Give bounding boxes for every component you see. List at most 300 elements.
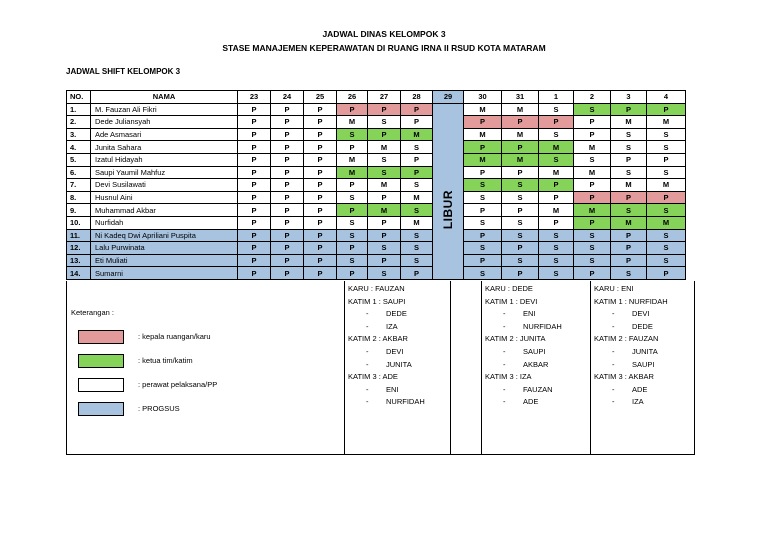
shift-cell: P <box>238 103 271 116</box>
header-day: 24 <box>271 91 304 104</box>
shift-cell: M <box>368 204 401 217</box>
member-name: DEVI <box>386 346 404 356</box>
shift-cell: S <box>539 254 574 267</box>
shift-cell: P <box>238 179 271 192</box>
shift-schedule-table <box>66 90 686 280</box>
shift-cell: P <box>401 116 433 129</box>
shift-cell: P <box>271 103 304 116</box>
shift-cell: M <box>539 166 574 179</box>
dash-marker: - <box>366 309 369 319</box>
table-row <box>67 179 686 192</box>
shift-cell: M <box>647 216 686 229</box>
shift-cell: S <box>539 242 574 255</box>
shift-cell: M <box>368 179 401 192</box>
table-row <box>67 229 686 242</box>
member-name: ENI <box>523 309 536 319</box>
row-number: 7. <box>67 179 91 192</box>
katim-label: KATIM 2 : JUNITA <box>485 334 546 344</box>
dash-marker: - <box>366 397 369 407</box>
header-day: 25 <box>304 91 337 104</box>
shift-cell: S <box>502 179 539 192</box>
shift-cell: P <box>611 153 647 166</box>
shift-cell: S <box>337 191 368 204</box>
shift-cell: P <box>574 191 611 204</box>
nurse-name: Husnul Aini <box>91 191 238 204</box>
table-row <box>67 204 686 217</box>
shift-cell: S <box>611 128 647 141</box>
shift-cell: M <box>401 128 433 141</box>
shift-cell: P <box>368 216 401 229</box>
nurse-name: Saupi Yaumil Mahfuz <box>91 166 238 179</box>
shift-cell: M <box>502 103 539 116</box>
shift-cell: P <box>304 128 337 141</box>
team-member <box>485 321 562 334</box>
row-number: 1. <box>67 103 91 116</box>
shift-cell: P <box>502 267 539 280</box>
shift-cell: M <box>337 116 368 129</box>
shift-cell: S <box>647 166 686 179</box>
katim-label: KATIM 1 : NURFIDAH <box>594 296 668 306</box>
katim-label: KATIM 2 : AKBAR <box>348 334 408 344</box>
team-member <box>485 396 562 409</box>
shift-cell: S <box>337 229 368 242</box>
shift-cell: S <box>611 141 647 154</box>
dash-marker: - <box>366 384 369 394</box>
member-name: NURFIDAH <box>386 397 425 407</box>
table-row <box>67 242 686 255</box>
libur-label: LIBUR <box>440 190 455 230</box>
libur-column <box>433 103 464 279</box>
shift-cell: M <box>574 204 611 217</box>
shift-cell: S <box>502 254 539 267</box>
shift-cell: P <box>502 166 539 179</box>
shift-cell: P <box>271 254 304 267</box>
shift-cell: P <box>464 141 502 154</box>
shift-cell: M <box>401 191 433 204</box>
shift-cell: P <box>337 141 368 154</box>
shift-cell: S <box>401 242 433 255</box>
shift-cell: P <box>464 116 502 129</box>
shift-cell: P <box>271 191 304 204</box>
shift-cell: P <box>337 179 368 192</box>
table-row <box>67 166 686 179</box>
nurse-name: Eti Muliati <box>91 254 238 267</box>
table-row <box>67 116 686 129</box>
shift-cell: S <box>539 229 574 242</box>
member-name: SAUPI <box>523 346 546 356</box>
shift-cell: P <box>464 254 502 267</box>
document-title: JADWAL DINAS KELOMPOK 3 <box>322 29 446 39</box>
shift-cell: P <box>304 153 337 166</box>
dash-marker: - <box>612 321 615 331</box>
shift-cell: S <box>574 153 611 166</box>
shift-cell: P <box>337 103 368 116</box>
member-name: IZA <box>386 321 398 331</box>
shift-cell: P <box>574 216 611 229</box>
shift-cell: P <box>271 179 304 192</box>
member-name: JUNITA <box>386 359 412 369</box>
row-number: 6. <box>67 166 91 179</box>
shift-cell: S <box>401 229 433 242</box>
team-member <box>594 321 668 334</box>
shift-cell: P <box>271 128 304 141</box>
shift-cell: P <box>611 191 647 204</box>
nurse-name: Dede Juliansyah <box>91 116 238 129</box>
row-number: 10. <box>67 216 91 229</box>
table-row <box>67 267 686 280</box>
shift-cell: P <box>304 254 337 267</box>
shift-cell: P <box>611 229 647 242</box>
dash-marker: - <box>503 384 506 394</box>
header-day: 1 <box>539 91 574 104</box>
shift-cell: P <box>647 267 686 280</box>
team-member <box>594 359 668 372</box>
row-number: 8. <box>67 191 91 204</box>
shift-cell: P <box>368 229 401 242</box>
team-member <box>348 321 425 334</box>
shift-cell: S <box>647 128 686 141</box>
team-member <box>594 396 668 409</box>
shift-cell: P <box>238 242 271 255</box>
team-block-1 <box>348 283 425 409</box>
row-number: 2. <box>67 116 91 129</box>
nurse-name: Muhammad Akbar <box>91 204 238 217</box>
dash-marker: - <box>612 397 615 407</box>
row-number: 4. <box>67 141 91 154</box>
shift-cell: P <box>464 166 502 179</box>
legend-swatch-kepala <box>78 330 124 344</box>
shift-cell: P <box>539 116 574 129</box>
legend-title: Keterangan : <box>71 308 114 317</box>
team-member <box>348 346 425 359</box>
shift-cell: P <box>304 166 337 179</box>
team-member <box>485 308 562 321</box>
shift-cell: P <box>647 191 686 204</box>
shift-cell: M <box>574 166 611 179</box>
shift-cell: S <box>401 141 433 154</box>
legend-label-pp: : perawat pelaksana/PP <box>138 380 218 389</box>
row-number: 9. <box>67 204 91 217</box>
shift-cell: S <box>464 242 502 255</box>
team-member <box>348 396 425 409</box>
shift-cell: S <box>368 166 401 179</box>
dash-marker: - <box>503 309 506 319</box>
shift-cell: S <box>647 229 686 242</box>
dash-marker: - <box>503 346 506 356</box>
katim-label: KATIM 1 : SAUPI <box>348 296 406 306</box>
team-member <box>485 384 562 397</box>
member-name: FAUZAN <box>523 384 553 394</box>
header-row <box>67 91 686 104</box>
header-day: 31 <box>502 91 539 104</box>
team-assignment-section <box>66 281 695 455</box>
table-row <box>67 216 686 229</box>
table-row <box>67 153 686 166</box>
header-nama: NAMA <box>91 91 238 104</box>
legend-label-progsus: : PROGSUS <box>138 404 180 413</box>
shift-cell: P <box>502 242 539 255</box>
karu-label: KARU : ENI <box>594 284 634 293</box>
katim-label: KATIM 2 : FAUZAN <box>594 334 659 344</box>
shift-cell: M <box>502 128 539 141</box>
shift-cell: P <box>238 166 271 179</box>
table-row <box>67 128 686 141</box>
nurse-name: Devi Susilawati <box>91 179 238 192</box>
shift-cell: P <box>611 254 647 267</box>
shift-cell: P <box>464 204 502 217</box>
shift-cell: S <box>337 216 368 229</box>
dash-marker: - <box>366 359 369 369</box>
shift-cell: M <box>611 216 647 229</box>
header-day: 23 <box>238 91 271 104</box>
member-name: DEVI <box>632 309 650 319</box>
shift-cell: S <box>647 141 686 154</box>
dash-marker: - <box>503 359 506 369</box>
legend-swatch-pp <box>78 378 124 392</box>
shift-cell: M <box>337 153 368 166</box>
shift-cell: S <box>464 267 502 280</box>
row-number: 5. <box>67 153 91 166</box>
legend-swatch-katim <box>78 354 124 368</box>
member-name: AKBAR <box>523 359 549 369</box>
table-row <box>67 103 686 116</box>
katim-label: KATIM 3 : AKBAR <box>594 372 654 382</box>
shift-cell: M <box>611 116 647 129</box>
shift-cell: P <box>337 267 368 280</box>
shift-cell: M <box>337 166 368 179</box>
shift-cell: P <box>238 191 271 204</box>
katim-label: KATIM 3 : ADE <box>348 372 398 382</box>
shift-cell: P <box>574 116 611 129</box>
shift-cell: P <box>539 216 574 229</box>
shift-cell: S <box>401 254 433 267</box>
shift-cell: M <box>539 204 574 217</box>
row-number: 3. <box>67 128 91 141</box>
team-member <box>348 308 425 321</box>
shift-cell: S <box>647 242 686 255</box>
shift-cell: P <box>368 191 401 204</box>
shift-cell: S <box>574 242 611 255</box>
nurse-name: Ade Asmasari <box>91 128 238 141</box>
katim-label: KATIM 1 : DEVI <box>485 296 538 306</box>
shift-cell: S <box>574 103 611 116</box>
member-name: DEDE <box>632 321 653 331</box>
shift-cell: P <box>304 179 337 192</box>
shift-cell: S <box>647 254 686 267</box>
shift-cell: S <box>401 204 433 217</box>
team-member <box>594 308 668 321</box>
nurse-name: Nurfidah <box>91 216 238 229</box>
shift-cell: P <box>238 153 271 166</box>
dash-marker: - <box>366 321 369 331</box>
nurse-name: M. Fauzan Ali Fikri <box>91 103 238 116</box>
shift-cell: P <box>574 267 611 280</box>
team-member <box>348 359 425 372</box>
karu-label: KARU : DEDE <box>485 284 533 293</box>
member-name: ENI <box>386 384 399 394</box>
shift-cell: P <box>401 166 433 179</box>
shift-cell: S <box>368 242 401 255</box>
row-number: 13. <box>67 254 91 267</box>
document-subtitle: STASE MANAJEMEN KEPERAWATAN DI RUANG IRNA II RSUD KOTA MATARAM <box>222 43 546 53</box>
team-member <box>485 359 562 372</box>
legend-label-katim: : ketua tim/katim <box>138 356 193 365</box>
header-day: 2 <box>574 91 611 104</box>
dash-marker: - <box>612 309 615 319</box>
shift-cell: P <box>464 229 502 242</box>
shift-cell: P <box>539 191 574 204</box>
legend-swatch-progsus <box>78 402 124 416</box>
shift-cell: P <box>401 103 433 116</box>
shift-cell: P <box>368 103 401 116</box>
shift-cell: P <box>304 229 337 242</box>
header-day: 28 <box>401 91 433 104</box>
shift-cell: S <box>368 267 401 280</box>
shift-cell: S <box>611 166 647 179</box>
shift-cell: P <box>539 179 574 192</box>
shift-cell: S <box>539 267 574 280</box>
shift-cell: P <box>611 242 647 255</box>
shift-cell: P <box>238 116 271 129</box>
member-name: ADE <box>523 397 539 407</box>
member-name: JUNITA <box>632 346 658 356</box>
shift-cell: P <box>304 103 337 116</box>
katim-label: KATIM 3 : IZA <box>485 372 532 382</box>
team-member <box>485 346 562 359</box>
shift-cell: M <box>464 103 502 116</box>
dash-marker: - <box>503 397 506 407</box>
shift-cell: P <box>271 216 304 229</box>
row-number: 11. <box>67 229 91 242</box>
shift-cell: S <box>574 229 611 242</box>
shift-cell: M <box>464 128 502 141</box>
shift-cell: S <box>502 229 539 242</box>
dash-marker: - <box>612 384 615 394</box>
team-block-3 <box>594 283 668 409</box>
shift-cell: S <box>611 204 647 217</box>
shift-cell: P <box>304 204 337 217</box>
shift-cell: S <box>539 103 574 116</box>
table-row <box>67 254 686 267</box>
shift-cell: S <box>611 267 647 280</box>
shift-cell: P <box>271 229 304 242</box>
nurse-name: Ni Kadeq Dwi Apriliani Puspita <box>91 229 238 242</box>
shift-cell: P <box>401 267 433 280</box>
shift-cell: P <box>368 128 401 141</box>
shift-cell: P <box>502 204 539 217</box>
shift-cell: P <box>647 103 686 116</box>
shift-cell: P <box>574 179 611 192</box>
shift-cell: P <box>304 116 337 129</box>
header-day: 4 <box>647 91 686 104</box>
dash-marker: - <box>612 359 615 369</box>
shift-cell: P <box>502 116 539 129</box>
shift-cell: M <box>464 153 502 166</box>
team-member <box>594 346 668 359</box>
shift-cell: P <box>304 267 337 280</box>
shift-cell: P <box>238 141 271 154</box>
nurse-name: Sumarni <box>91 267 238 280</box>
shift-cell: M <box>401 216 433 229</box>
member-name: IZA <box>632 397 644 407</box>
shift-cell: P <box>337 242 368 255</box>
shift-cell: P <box>271 116 304 129</box>
shift-cell: S <box>337 254 368 267</box>
shift-cell: P <box>238 229 271 242</box>
shift-cell: S <box>502 216 539 229</box>
dash-marker: - <box>503 321 506 331</box>
shift-cell: P <box>611 103 647 116</box>
shift-cell: P <box>304 141 337 154</box>
header-day: 3 <box>611 91 647 104</box>
member-name: NURFIDAH <box>523 321 562 331</box>
member-name: DEDE <box>386 309 407 319</box>
member-name: ADE <box>632 384 648 394</box>
shift-cell: P <box>401 153 433 166</box>
shift-cell: P <box>238 267 271 280</box>
shift-cell: M <box>647 179 686 192</box>
table-row <box>67 191 686 204</box>
shift-cell: S <box>464 179 502 192</box>
legend-label-kepala: : kepala ruangan/karu <box>138 332 211 341</box>
shift-cell: P <box>238 216 271 229</box>
shift-cell: P <box>271 141 304 154</box>
shift-cell: P <box>502 141 539 154</box>
shift-cell: P <box>271 204 304 217</box>
karu-label: KARU : FAUZAN <box>348 284 405 293</box>
shift-cell: P <box>368 254 401 267</box>
header-day: 29 <box>433 91 464 104</box>
shift-cell: S <box>539 128 574 141</box>
shift-cell: P <box>238 128 271 141</box>
header-day: 26 <box>337 91 368 104</box>
shift-cell: M <box>574 141 611 154</box>
shift-cell: M <box>647 116 686 129</box>
nurse-name: Izatul Hidayah <box>91 153 238 166</box>
shift-cell: S <box>464 216 502 229</box>
nurse-name: Lalu Purwinata <box>91 242 238 255</box>
shift-cell: M <box>502 153 539 166</box>
shift-cell: P <box>304 191 337 204</box>
shift-cell: S <box>539 153 574 166</box>
shift-cell: S <box>368 116 401 129</box>
dash-marker: - <box>612 346 615 356</box>
shift-cell: P <box>238 204 271 217</box>
shift-cell: S <box>401 179 433 192</box>
shift-cell: P <box>271 153 304 166</box>
shift-cell: P <box>337 204 368 217</box>
nurse-name: Junita Sahara <box>91 141 238 154</box>
shift-cell: M <box>539 141 574 154</box>
header-no: NO. <box>67 91 91 104</box>
shift-cell: P <box>271 267 304 280</box>
shift-cell: S <box>574 254 611 267</box>
dash-marker: - <box>366 346 369 356</box>
shift-cell: S <box>502 191 539 204</box>
row-number: 12. <box>67 242 91 255</box>
table-caption: JADWAL SHIFT KELOMPOK 3 <box>66 67 181 76</box>
shift-cell: P <box>271 166 304 179</box>
shift-cell: P <box>647 153 686 166</box>
shift-cell: P <box>271 242 304 255</box>
shift-cell: P <box>238 254 271 267</box>
team-member <box>594 384 668 397</box>
shift-cell: S <box>464 191 502 204</box>
member-name: SAUPI <box>632 359 655 369</box>
shift-cell: S <box>368 153 401 166</box>
header-day: 27 <box>368 91 401 104</box>
shift-cell: P <box>304 216 337 229</box>
